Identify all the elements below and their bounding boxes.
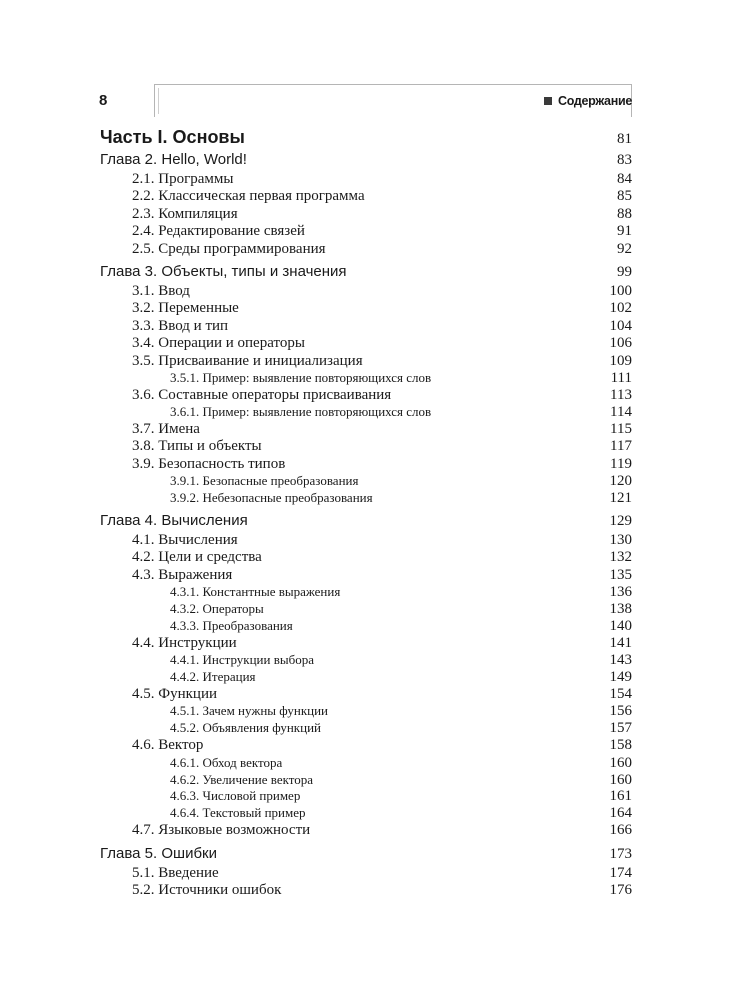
toc-section[interactable] bbox=[100, 865, 632, 882]
toc-subsection[interactable] bbox=[100, 618, 632, 635]
toc-subsection-page: 111 bbox=[610, 369, 632, 386]
toc-section-page: 119 bbox=[610, 455, 632, 472]
toc-section-page: 106 bbox=[609, 335, 632, 352]
toc-section-page: 117 bbox=[610, 438, 632, 455]
toc-section[interactable] bbox=[100, 171, 632, 188]
toc-chapter-page: 129 bbox=[609, 513, 632, 530]
toc-subsection-title: 4.4.2. Итерация bbox=[170, 669, 256, 685]
toc-section-page: 176 bbox=[609, 881, 632, 898]
toc-section-page: 88 bbox=[617, 205, 632, 222]
toc-subsection-page: 160 bbox=[609, 771, 632, 788]
toc-chapter-page: 173 bbox=[609, 845, 632, 862]
toc-section-page: 109 bbox=[609, 352, 632, 369]
toc-section-title: 5.2. Источники ошибок bbox=[132, 881, 282, 898]
toc-subsection-page: 120 bbox=[609, 473, 632, 490]
toc-section[interactable] bbox=[100, 737, 632, 754]
toc-section-page: 84 bbox=[617, 171, 632, 187]
toc-chapter-title: Глава 2. Hello, World! bbox=[100, 151, 247, 168]
toc-chapter-title: Глава 5. Ошибки bbox=[100, 844, 217, 862]
toc-subsection[interactable] bbox=[100, 601, 632, 618]
toc-subsection[interactable] bbox=[100, 584, 632, 601]
toc-subsection-title: 4.6.2. Увеличение вектора bbox=[170, 771, 314, 787]
toc-section-title: 4.4. Инструкции bbox=[132, 634, 237, 651]
toc-section-title: 2.4. Редактирование связей bbox=[132, 223, 305, 240]
toc-section[interactable] bbox=[100, 387, 632, 404]
toc-section[interactable] bbox=[100, 206, 632, 223]
toc-section[interactable] bbox=[100, 188, 632, 205]
toc-section-page: 115 bbox=[610, 421, 632, 438]
toc-section-title: 4.2. Цели и средства bbox=[132, 549, 262, 566]
toc-section[interactable] bbox=[100, 438, 632, 455]
toc-section-title: 3.6. Составные операторы присваивания bbox=[132, 386, 392, 403]
toc-chapter[interactable] bbox=[100, 512, 632, 532]
toc-section[interactable] bbox=[100, 686, 632, 703]
toc-subsection-title: 4.3.3. Преобразования bbox=[170, 617, 293, 633]
toc-section-page: 135 bbox=[609, 566, 632, 583]
toc-section-title: 2.3. Компиляция bbox=[132, 205, 238, 222]
toc-section-title: 2.2. Классическая первая программа bbox=[132, 188, 365, 205]
page-header bbox=[0, 0, 732, 130]
toc-subsection-title: 4.6.1. Обход вектора bbox=[170, 754, 283, 770]
toc-subsection[interactable] bbox=[100, 720, 632, 737]
toc-subsection-page: 143 bbox=[609, 652, 632, 669]
running-head-label: Содержание bbox=[557, 94, 632, 108]
toc-subsection-title: 3.6.1. Пример: выявление повторяющихся слов bbox=[170, 404, 432, 420]
toc-section-title: 4.5. Функции bbox=[132, 686, 217, 703]
toc-subsection-title: 3.9.2. Небезопасные преобразования bbox=[170, 490, 373, 506]
square-bullet-icon bbox=[544, 97, 552, 105]
toc-subsection-page: 157 bbox=[609, 720, 632, 737]
toc-subsection-title: 3.5.1. Пример: выявление повторяющихся слов bbox=[170, 369, 432, 385]
toc-section[interactable] bbox=[100, 549, 632, 566]
running-head bbox=[544, 94, 632, 108]
toc-chapter-page: 99 bbox=[617, 263, 632, 280]
toc-section[interactable] bbox=[100, 822, 632, 839]
toc-section-title: 3.9. Безопасность типов bbox=[132, 455, 286, 472]
toc-chapter[interactable] bbox=[100, 151, 632, 171]
toc-part[interactable] bbox=[100, 125, 632, 151]
toc-section[interactable] bbox=[100, 635, 632, 652]
toc-section-title: 3.4. Операции и операторы bbox=[132, 335, 305, 352]
toc-subsection[interactable] bbox=[100, 788, 632, 805]
header-divider bbox=[158, 88, 159, 114]
toc-chapter-page: 83 bbox=[617, 152, 632, 168]
toc-section[interactable] bbox=[100, 335, 632, 352]
toc-subsection-title: 4.5.1. Зачем нужны функции bbox=[170, 703, 328, 719]
toc-chapters bbox=[100, 151, 632, 899]
toc-section[interactable] bbox=[100, 241, 632, 258]
toc-subsection-title: 4.6.4. Текстовый пример bbox=[170, 805, 306, 821]
toc-section-page: 158 bbox=[609, 737, 632, 754]
toc-section[interactable] bbox=[100, 567, 632, 584]
toc-section-title: 3.2. Переменные bbox=[132, 300, 239, 317]
toc-subsection-title: 4.6.3. Числовой пример bbox=[170, 788, 301, 804]
toc-part-page: 81 bbox=[617, 131, 632, 147]
toc-section[interactable] bbox=[100, 223, 632, 240]
toc-section-page: 104 bbox=[609, 317, 632, 334]
toc-subsection-title: 4.3.2. Операторы bbox=[170, 601, 264, 617]
toc-section-title: 4.3. Выражения bbox=[132, 566, 233, 583]
page-number: 8 bbox=[99, 92, 108, 109]
toc-section-page: 166 bbox=[609, 822, 632, 839]
toc-subsection[interactable] bbox=[100, 370, 632, 387]
toc-section-title: 3.3. Ввод и тип bbox=[132, 317, 229, 334]
toc-subsection[interactable] bbox=[100, 703, 632, 720]
toc-part-title: Часть I. Основы bbox=[100, 127, 245, 147]
toc-section-page: 92 bbox=[617, 240, 632, 257]
toc-section[interactable] bbox=[100, 456, 632, 473]
toc-section-title: 3.5. Присваивание и инициализация bbox=[132, 352, 363, 369]
toc-section-title: 2.5. Среды программирования bbox=[132, 240, 326, 257]
toc-section-title: 2.1. Программы bbox=[132, 171, 234, 187]
toc-section-page: 154 bbox=[609, 686, 632, 703]
table-of-contents bbox=[100, 125, 632, 899]
toc-subsection-page: 121 bbox=[609, 490, 632, 507]
toc-subsection-page: 114 bbox=[610, 404, 632, 421]
toc-subsection-page: 149 bbox=[609, 669, 632, 686]
toc-subsection-title: 3.9.1. Безопасные преобразования bbox=[170, 473, 359, 489]
toc-section-page: 91 bbox=[617, 223, 632, 240]
toc-subsection[interactable] bbox=[100, 652, 632, 669]
toc-section[interactable] bbox=[100, 353, 632, 370]
toc-subsection[interactable] bbox=[100, 404, 632, 421]
toc-section-title: 4.1. Вычисления bbox=[132, 532, 238, 549]
toc-section-title: 4.7. Языковые возможности bbox=[132, 822, 311, 839]
toc-chapter[interactable] bbox=[100, 845, 632, 865]
toc-section-title: 3.1. Ввод bbox=[132, 282, 190, 299]
toc-subsection-page: 138 bbox=[609, 601, 632, 618]
toc-section-page: 85 bbox=[617, 188, 632, 205]
toc-subsection-page: 160 bbox=[609, 754, 632, 771]
toc-section[interactable] bbox=[100, 283, 632, 300]
toc-section-title: 5.1. Введение bbox=[132, 864, 219, 881]
toc-subsection[interactable] bbox=[100, 755, 632, 772]
toc-section[interactable] bbox=[100, 318, 632, 335]
toc-section[interactable] bbox=[100, 882, 632, 899]
toc-subsection-page: 164 bbox=[609, 805, 632, 822]
toc-subsection[interactable] bbox=[100, 805, 632, 822]
toc-section-title: 3.8. Типы и объекты bbox=[132, 438, 262, 455]
toc-section[interactable] bbox=[100, 532, 632, 549]
toc-section-title: 4.6. Вектор bbox=[132, 737, 204, 754]
toc-subsection-title: 4.5.2. Объявления функций bbox=[170, 720, 321, 736]
toc-section-page: 174 bbox=[609, 864, 632, 881]
toc-subsection[interactable] bbox=[100, 473, 632, 490]
toc-section-page: 100 bbox=[609, 282, 632, 299]
toc-section-page: 102 bbox=[609, 300, 632, 317]
toc-section-page: 141 bbox=[609, 634, 632, 651]
toc-chapter[interactable] bbox=[100, 263, 632, 283]
toc-subsection-title: 4.4.1. Инструкции выбора bbox=[170, 652, 314, 668]
toc-subsection-page: 161 bbox=[609, 788, 632, 805]
toc-subsection[interactable] bbox=[100, 490, 632, 507]
toc-subsection-page: 136 bbox=[609, 584, 632, 601]
toc-subsection[interactable] bbox=[100, 772, 632, 789]
toc-section-page: 113 bbox=[610, 386, 632, 403]
toc-section[interactable] bbox=[100, 300, 632, 317]
toc-section[interactable] bbox=[100, 421, 632, 438]
toc-subsection-page: 140 bbox=[609, 617, 632, 634]
toc-section-page: 130 bbox=[609, 532, 632, 549]
toc-subsection-title: 4.3.1. Константные выражения bbox=[170, 584, 341, 600]
toc-subsection-page: 156 bbox=[609, 703, 632, 720]
toc-subsection[interactable] bbox=[100, 669, 632, 686]
toc-section-title: 3.7. Имена bbox=[132, 421, 200, 438]
toc-chapter-title: Глава 4. Вычисления bbox=[100, 512, 248, 530]
toc-chapter-title: Глава 3. Объекты, типы и значения bbox=[100, 262, 347, 280]
toc-section-page: 132 bbox=[609, 549, 632, 566]
